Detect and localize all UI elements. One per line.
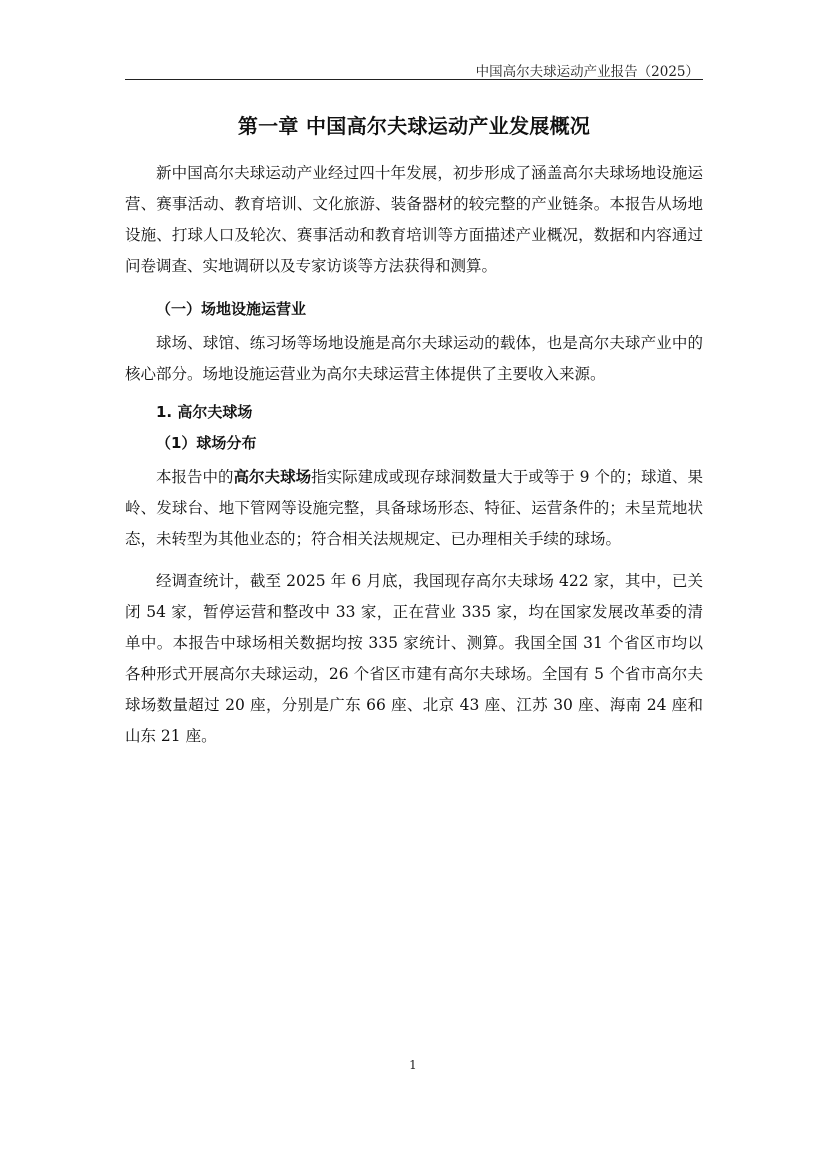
definition-lead-text: 本报告中的 — [156, 468, 234, 486]
definition-paragraph — [125, 462, 703, 555]
definition-term: 高尔夫球场 — [233, 468, 312, 486]
running-header-title: 中国高尔夫球运动产业报告（2025） — [475, 64, 699, 80]
page-number: 1 — [409, 1058, 417, 1072]
subsection-heading-golf-courses: 1. 高尔夫球场 — [156, 403, 253, 421]
facilities-paragraph: 球场、球馆、练习场等场地设施是高尔夫球运动的载体，也是高尔夫球产业中的核心部分。场地设施运营业为高尔夫球运营主体提供了主要收入来源。 — [125, 334, 703, 383]
statistics-paragraph: 经调查统计，截至 2025 年 6 月底，我国现存高尔夫球场 422 家，其中，已关闭 54 家，暂停运营和整改中 33 家，正在营业 335 家，均在国家发展改革委的清单中。本报告中球场相关数据均按 335 家统计、测算。我国全国 31 个省区市均以各种形式开展高尔夫球运动，26 个省区市建有高尔夫球场。全国有 5 个省市高尔夫球场数量超过 20 座，分别是广东 66 座、北京 43 座、江苏 30 座、海南 24 座和山东 21 座。 — [125, 572, 703, 745]
section-heading-facilities: （一）场地设施运营业 — [156, 300, 307, 318]
running-header — [125, 58, 703, 80]
chapter-title: 第一章 中国高尔夫球运动产业发展概况 — [237, 114, 591, 138]
intro-paragraph: 新中国高尔夫球运动产业经过四十年发展，初步形成了涵盖高尔夫球场地设施运营、赛事活动、教育培训、文化旅游、装备器材的较完整的产业链条。本报告从场地设施、打球人口及轮次、赛事活动和教育培训等方面描述产业概况，数据和内容通过问卷调查、实地调研以及专家访谈等方法获得和测算。 — [125, 164, 703, 275]
subsubsection-heading-distribution: （1）球场分布 — [156, 434, 257, 452]
definition-rest-text: 指实际建成或现存球洞数量大于或等于 9 个的；球道、果岭、发球台、地下管网等设施完整，具备球场形态、特征、运营条件的；未呈荒地状态，未转型为其他业态的；符合相关法规规定、已办理相关手续的球场。 — [125, 468, 703, 548]
